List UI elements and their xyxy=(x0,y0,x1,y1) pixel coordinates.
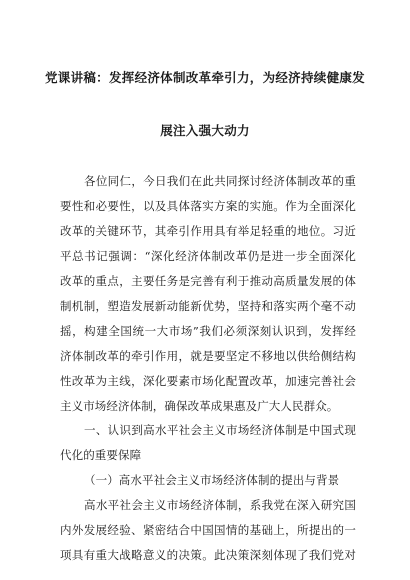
subsection-heading: （一）高水平社会主义市场经济体制的提出与背景 xyxy=(84,473,340,487)
paragraph-line: 内外发展经验、紧密结合中国国情的基础上，所提出的一 xyxy=(60,523,356,537)
section-heading-line: 一、认识到高水平社会主义市场经济体制是中国式现 xyxy=(84,423,356,437)
paragraph-line: 高水平社会主义市场经济体制，系我党在深入研究国 xyxy=(84,498,356,512)
paragraph-line: 性改革为主线，深化要素市场化配置改革，加速完善社会 xyxy=(60,374,356,388)
paragraph-line: 平总书记强调：“深化经济体制改革仍是进一步全面深化 xyxy=(60,249,356,263)
paragraph-line: 各位同仁，今日我们在此共同探讨经济体制改革的重 xyxy=(84,174,356,188)
paragraph-line: 要性和必要性，以及具体落实方案的实施。作为全面深化 xyxy=(60,199,356,213)
paragraph-line: 济体制改革的牵引作用，就是要坚定不移地以供给侧结构 xyxy=(60,349,356,363)
section-heading-line: 代化的重要保障 xyxy=(60,448,142,462)
paragraph-line: 改革的关键环节，其牵引作用具有举足轻重的地位。习近 xyxy=(60,224,356,238)
paragraph-line: 制机制，塑造发展新动能新优势，坚持和落实两个毫不动 xyxy=(60,299,356,313)
paragraph-line: 改革的重点，主要任务是完善有利于推动高质量发展的体 xyxy=(60,274,356,288)
document-title-line-1: 党课讲稿：发挥经济体制改革牵引力，为经济持续健康发 xyxy=(44,70,365,85)
document-title-line-2: 展注入强大动力 xyxy=(160,123,250,138)
paragraph-line: 摇，构建全国统一大市场”我们必须深刻认识到，发挥经 xyxy=(60,324,356,338)
paragraph-line: 主义市场经济体制，确保改革成果惠及广大人民群众。 xyxy=(60,399,339,413)
paragraph-line: 项具有重大战略意义的决策。此决策深刻体现了我们党对 xyxy=(60,548,356,562)
